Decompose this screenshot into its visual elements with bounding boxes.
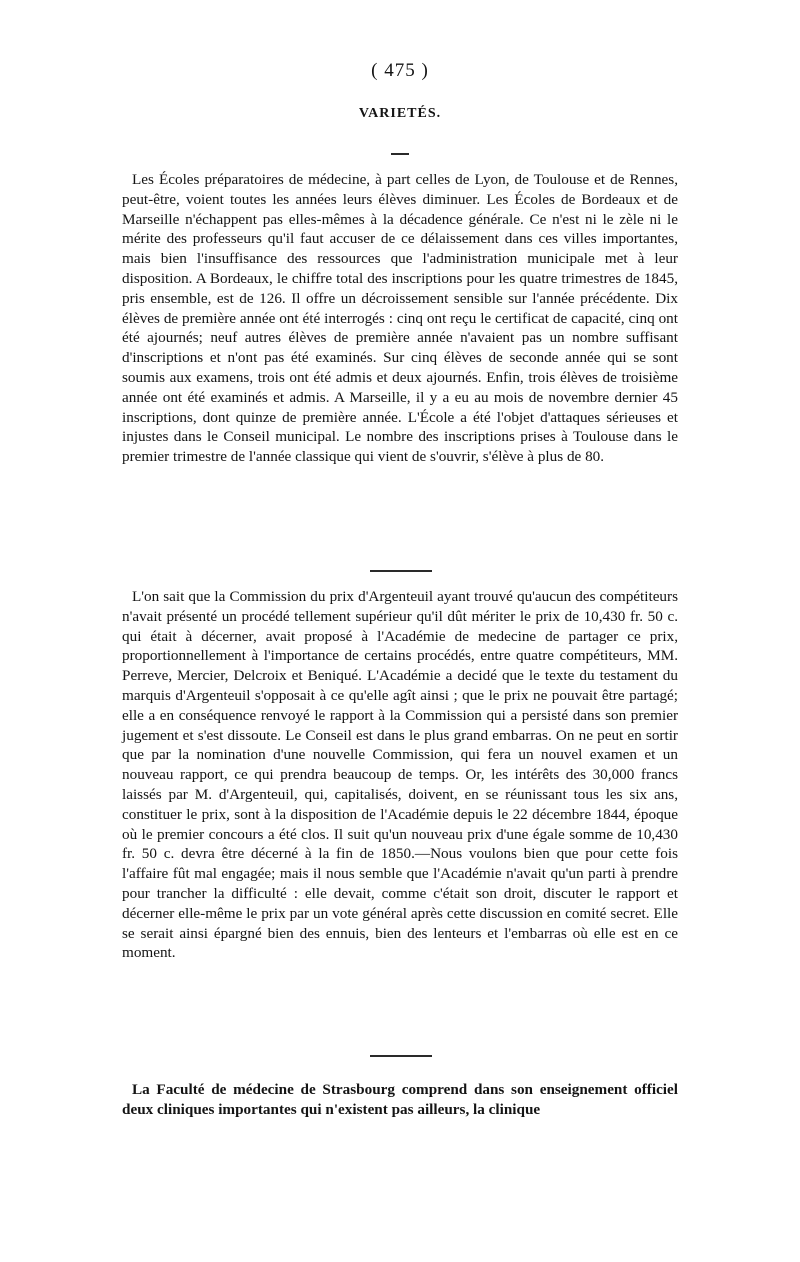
page-number: ( 475 ) — [371, 60, 429, 81]
title-separator — [391, 153, 409, 155]
section-title: VARIETÉS. — [358, 106, 442, 121]
paragraph-ecoles-preparatoires: Les Écoles préparatoires de médecine, à part celles de Lyon, de Toulouse et de Rennes, peut-être, voient toutes les années leurs élèves diminuer. Les Écoles de Bordeaux et de Marseille n'échappent pas elles-mêmes à la décadence générale. Ce n'est ni le zèle ni le mérite des professeurs qu'il faut accuser de ce délaissement dans ces villes importantes, mais bien l'insuffisance des ressources que l'administration municipale met à leur disposition. A Bordeaux, le chiffre total des inscriptions pour les quatre trimestres de 1845, pris ensemble, est de 126. Il offre un décroissement sensible sur l'année précédente. Dix élèves de première année ont été interrogés : cinq ont reçu le certificat de capacité, cinq ont été ajournés; neuf autres élèves de première année n'avaient pas un nombre suffisant d'inscriptions et n'ont pas été examinés. Sur cinq élèves de seconde année qui se sont soumis aux examens, trois ont été admis et deux ajournés. Enfin, trois élèves de troisième année ont été examinés et admis. A Marseille, il y a eu au mois de novembre dernier 45 inscriptions, dont quinze de première année. L'École a été l'objet d'attaques sérieuses et injustes dans le Conseil municipal. Le nombre des inscriptions prises à Toulouse dans le premier trimestre de l'année classique qui vient de s'ouvrir, s'élève à plus de 80. — [122, 171, 678, 466]
section-separator — [370, 1055, 432, 1057]
paragraph-prix-argenteuil: L'on sait que la Commission du prix d'Argenteuil ayant trouvé qu'aucun des compétiteurs n'avait présenté un procédé tellement supérieur qu'il dût mériter le prix de 10,430 fr. 50 c. qui était à décerner, avait proposé à l'Académie de medecine de partager ce prix, proportionnellement à l'importance de certains procédés, entre quatre compétiteurs, MM. Perreve, Mercier, Delcroix et Beniqué. L'Académie a decidé que le texte du testament du marquis d'Argenteuil s'opposait à ce qu'elle agît ainsi ; que le prix ne pouvait être partagé; elle a en conséquence renvoyé le rapport à la Commission qui a persisté dans son premier jugement et s'est dissoute. Le Conseil est dans le plus grand embarras. On ne peut en sortir que par la nomination d'une nouvelle Commission, qui fera un nouvel examen et un nouveau rapport, ce qui prendra beaucoup de temps. Or, les intérêts des 30,000 francs laissés par M. d'Argenteuil, qui, capitalisés, doivent, en se réunissant tous les six ans, constituer le prix, sont à la disposition de l'Académie depuis le 22 décembre 1844, époque où le premier concours a été clos. Il suit qu'un nouveau prix d'une égale somme de 10,430 fr. 50 c. devra être décerné à la fin de 1850.—Nous voulons bien que pour cette fois l'affaire fût mal engagée; mais il nous semble que l'Académie n'avait qu'un parti à prendre pour trancher la difficulté : elle devait, comme c'était son droit, discuter le rapport et décerner elle-même le prix par un vote général après cette discussion en comité secret. Elle se serait ainsi épargné bien des ennuis, bien des lenteurs et l'embarras où elle est en ce moment. — [122, 588, 678, 962]
section-separator — [370, 570, 432, 572]
paragraph-faculte-strasbourg: La Faculté de médecine de Strasbourg comprend dans son enseignement officiel deux cliniques importantes qui n'existent pas ailleurs, la clinique — [122, 1081, 678, 1118]
